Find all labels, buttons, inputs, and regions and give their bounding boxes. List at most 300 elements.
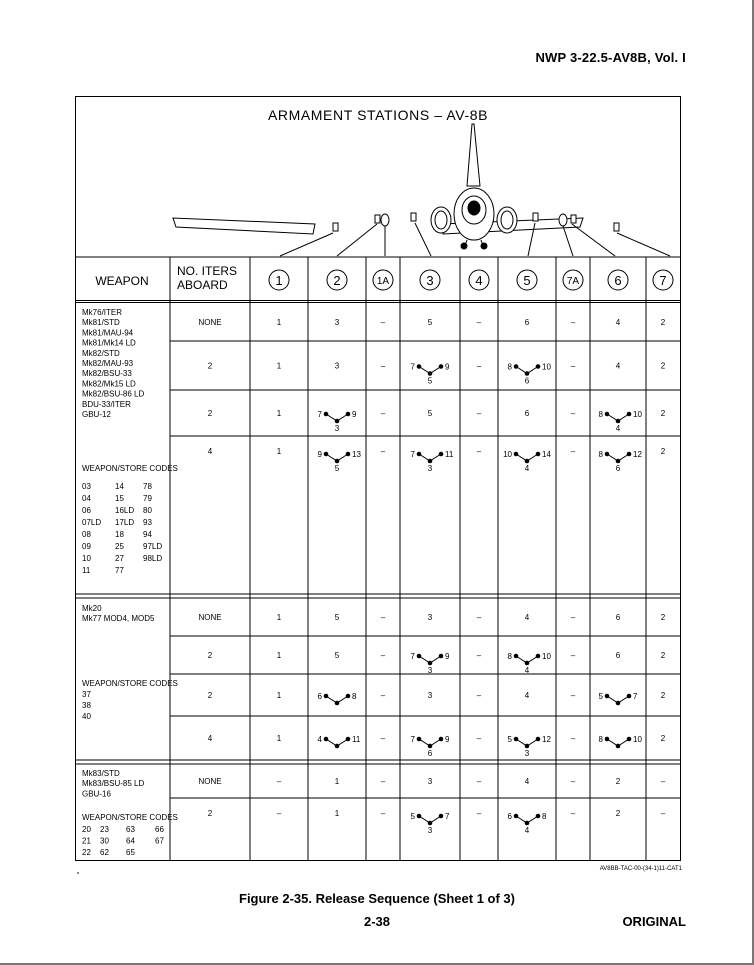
branch-node bbox=[514, 654, 519, 659]
store-code: 78 bbox=[143, 482, 152, 491]
sequence-value: – bbox=[380, 361, 386, 371]
store-code: 04 bbox=[82, 494, 91, 503]
branch-node bbox=[439, 737, 444, 742]
store-code: 97LD bbox=[143, 542, 163, 551]
weapon-name: GBU-12 bbox=[82, 410, 111, 419]
sequence-value: – bbox=[380, 809, 386, 818]
branch-right-value: 8 bbox=[352, 692, 357, 701]
figure-title: ARMAMENT STATIONS – AV-8B bbox=[267, 107, 489, 123]
station-3-header bbox=[420, 270, 440, 290]
branch-node bbox=[439, 364, 444, 369]
table-row bbox=[198, 318, 665, 327]
store-code: 77 bbox=[115, 566, 124, 575]
station-4-header bbox=[469, 270, 489, 290]
branch-left-value: 5 bbox=[598, 692, 603, 701]
sequence-value: – bbox=[570, 809, 576, 818]
weapon-name: Mk82/Mk15 LD bbox=[82, 379, 136, 389]
branch-bottom-value: 5 bbox=[334, 464, 340, 473]
sequence-value: – bbox=[660, 809, 666, 818]
sequence-value: 1 bbox=[276, 318, 282, 327]
sequence-value: 4 bbox=[524, 777, 530, 786]
sequence-branch bbox=[411, 450, 454, 473]
sequence-branch bbox=[508, 363, 552, 386]
sequence-branch bbox=[599, 410, 643, 433]
store-code: 63 bbox=[126, 825, 135, 834]
weapon-name: Mk77 MOD4, MOD5 bbox=[82, 614, 155, 624]
branch-node bbox=[335, 419, 340, 424]
branch-bottom-value: 6 bbox=[615, 464, 621, 473]
sequence-value: 2 bbox=[660, 734, 666, 743]
sequence-value: 1 bbox=[334, 809, 340, 818]
weapon-store-codes-label: WEAPON/STORE CODES bbox=[82, 464, 178, 473]
branch-node bbox=[514, 364, 519, 369]
sequence-branch bbox=[508, 652, 552, 675]
branch-left-value: 8 bbox=[598, 410, 603, 419]
store-code: 30 bbox=[100, 836, 109, 846]
branch-right-value: 9 bbox=[445, 362, 450, 372]
store-code: 11 bbox=[82, 566, 91, 575]
iters-aboard-value: 2 bbox=[207, 651, 213, 660]
branch-bottom-value: 3 bbox=[427, 826, 433, 835]
sequence-value: – bbox=[476, 691, 482, 700]
sequence-value: 3 bbox=[427, 691, 433, 700]
branch-left-value: 7 bbox=[410, 450, 415, 459]
station-number: 6 bbox=[614, 273, 622, 288]
sequence-value: 3 bbox=[334, 361, 340, 371]
sequence-value: 2 bbox=[660, 691, 666, 700]
sequence-value: – bbox=[380, 734, 386, 743]
store-code: 09 bbox=[82, 542, 91, 551]
sequence-branch bbox=[508, 735, 552, 758]
branch-bottom-value: 3 bbox=[334, 424, 340, 433]
scan-dot bbox=[77, 872, 79, 874]
sequence-value: 6 bbox=[615, 651, 621, 660]
branch-node bbox=[536, 654, 541, 659]
weapon-group bbox=[82, 604, 178, 721]
store-code: 16LD bbox=[115, 506, 135, 515]
station-1a-header bbox=[373, 270, 393, 290]
sequence-value: 1 bbox=[334, 777, 340, 786]
branch-node bbox=[324, 452, 329, 457]
sequence-value: – bbox=[276, 809, 282, 818]
station-number: 4 bbox=[475, 273, 483, 288]
document-id: NWP 3-22.5-AV8B, Vol. I bbox=[535, 50, 686, 65]
branch-right-value: 11 bbox=[445, 450, 454, 459]
sequence-value: 6 bbox=[524, 409, 530, 418]
weapon-name: Mk76/ITER bbox=[82, 308, 123, 317]
sequence-value: 4 bbox=[524, 613, 530, 622]
branch-right-value: 7 bbox=[633, 692, 638, 701]
sequence-branch bbox=[411, 363, 450, 386]
branch-right-value: 9 bbox=[445, 652, 450, 661]
page-number: 2-38 bbox=[363, 914, 391, 929]
store-code: 23 bbox=[100, 825, 109, 834]
branch-left-value: 6 bbox=[317, 692, 322, 701]
branch-right-value: 8 bbox=[542, 812, 547, 821]
sequence-value: 1 bbox=[276, 361, 282, 371]
weapon-name: Mk83/STD bbox=[82, 769, 120, 778]
branch-node bbox=[536, 452, 541, 457]
branch-node bbox=[525, 821, 530, 826]
branch-node bbox=[627, 737, 632, 742]
weapon-name: Mk20 bbox=[82, 604, 102, 613]
branch-node bbox=[417, 364, 422, 369]
weapon-name: Mk82/BSU-86 LD bbox=[82, 389, 145, 399]
weapon-name: GBU-16 bbox=[82, 789, 111, 799]
store-code: 17LD bbox=[115, 518, 135, 527]
branch-bottom-value: 6 bbox=[524, 376, 530, 386]
sequence-value: 4 bbox=[615, 361, 621, 371]
branch-node bbox=[335, 701, 340, 706]
branch-node bbox=[335, 459, 340, 464]
sequence-value: 5 bbox=[427, 318, 433, 327]
branch-left-value: 10 bbox=[503, 450, 512, 459]
sequence-cells bbox=[198, 318, 665, 835]
sequence-branch bbox=[599, 450, 643, 473]
store-code: 18 bbox=[115, 530, 124, 539]
branch-node bbox=[605, 452, 610, 457]
store-code: 67 bbox=[155, 836, 164, 846]
branch-bottom-value: 6 bbox=[427, 749, 433, 758]
branch-node bbox=[605, 694, 610, 699]
branch-node bbox=[428, 821, 433, 826]
sequence-value: 2 bbox=[660, 361, 666, 371]
edition-label: ORIGINAL bbox=[622, 914, 686, 929]
store-code: 79 bbox=[143, 494, 152, 503]
iters-aboard-value: 2 bbox=[207, 409, 213, 418]
sequence-value: 1 bbox=[276, 409, 282, 418]
branch-left-value: 5 bbox=[410, 812, 415, 821]
table-row bbox=[198, 777, 665, 786]
store-code: 27 bbox=[115, 554, 124, 563]
sequence-branch bbox=[318, 410, 357, 433]
branch-left-value: 7 bbox=[410, 362, 415, 372]
branch-node bbox=[417, 452, 422, 457]
sequence-branch bbox=[599, 692, 638, 705]
branch-node bbox=[627, 694, 632, 699]
store-code: 93 bbox=[143, 518, 152, 527]
branch-node bbox=[346, 412, 351, 417]
station-headers bbox=[269, 270, 673, 290]
station-number: 5 bbox=[523, 273, 531, 288]
branch-node bbox=[525, 744, 530, 749]
branch-node bbox=[346, 452, 351, 457]
sequence-value: – bbox=[570, 613, 576, 622]
branch-node bbox=[428, 371, 433, 376]
sequence-value: – bbox=[570, 361, 576, 371]
iters-aboard-value: NONE bbox=[198, 777, 222, 786]
branch-node bbox=[616, 744, 621, 749]
branch-bottom-value: 3 bbox=[427, 464, 433, 473]
branch-left-value: 8 bbox=[598, 450, 603, 459]
branch-node bbox=[605, 737, 610, 742]
store-code: 22 bbox=[82, 848, 91, 857]
store-code: 14 bbox=[115, 482, 124, 491]
sequence-value: – bbox=[476, 651, 482, 660]
branch-node bbox=[525, 459, 530, 464]
branch-node bbox=[439, 814, 444, 819]
branch-node bbox=[346, 737, 351, 742]
branch-left-value: 7 bbox=[317, 410, 322, 419]
weapon-name: Mk82/STD bbox=[82, 348, 120, 358]
sequence-value: 1 bbox=[276, 447, 282, 456]
weapon-column-header: WEAPON bbox=[95, 274, 149, 288]
store-code: 25 bbox=[115, 542, 124, 551]
branch-node bbox=[428, 459, 433, 464]
station-number: 1 bbox=[275, 273, 283, 288]
sequence-value: 4 bbox=[615, 318, 621, 327]
figure-caption: Figure 2-35. Release Sequence (Sheet 1 of 3) bbox=[239, 891, 515, 906]
station-number: 2 bbox=[333, 273, 341, 288]
sequence-value: 2 bbox=[660, 651, 666, 660]
store-code: 94 bbox=[143, 530, 152, 539]
station-6-header bbox=[608, 270, 628, 290]
sequence-value: – bbox=[276, 777, 282, 786]
table-row bbox=[208, 362, 666, 386]
sequence-value: 1 bbox=[276, 613, 282, 622]
branch-node bbox=[525, 371, 530, 376]
sequence-value: 3 bbox=[334, 318, 340, 327]
weapon-groups bbox=[82, 308, 178, 857]
branch-left-value: 8 bbox=[507, 652, 512, 661]
branch-left-value: 5 bbox=[507, 735, 512, 744]
branch-right-value: 10 bbox=[542, 652, 551, 661]
sequence-value: – bbox=[570, 651, 576, 660]
weapon-name: Mk82/MAU-93 bbox=[82, 359, 134, 368]
store-code: 66 bbox=[155, 825, 164, 834]
branch-bottom-value: 4 bbox=[524, 464, 530, 473]
store-code: 20 bbox=[82, 825, 91, 834]
branch-left-value: 8 bbox=[598, 735, 603, 744]
weapon-store-codes-label: WEAPON/STORE CODES bbox=[82, 813, 178, 822]
branch-left-value: 4 bbox=[317, 735, 322, 744]
branch-node bbox=[616, 419, 621, 424]
figure-code-reference: AV8BB-TAC-00-(34-1)11-CAT1 bbox=[599, 866, 682, 872]
sequence-value: 4 bbox=[524, 691, 530, 700]
station-number: 3 bbox=[426, 273, 434, 288]
sequence-value: – bbox=[476, 734, 482, 743]
table-row bbox=[198, 613, 665, 622]
store-code: 37 bbox=[82, 690, 91, 699]
branch-left-value: 6 bbox=[507, 812, 512, 821]
station-7-header bbox=[653, 270, 673, 290]
sequence-value: – bbox=[570, 447, 576, 456]
sequence-branch bbox=[411, 735, 450, 758]
store-code: 62 bbox=[100, 848, 109, 857]
sequence-value: – bbox=[476, 361, 482, 371]
sequence-value: 1 bbox=[276, 691, 282, 700]
sequence-branch bbox=[411, 652, 450, 675]
sequence-value: – bbox=[380, 777, 386, 786]
sequence-branch bbox=[411, 812, 450, 835]
branch-right-value: 11 bbox=[352, 735, 361, 744]
branch-node bbox=[616, 459, 621, 464]
branch-node bbox=[627, 452, 632, 457]
branch-node bbox=[324, 737, 329, 742]
iters-aboard-value: 4 bbox=[207, 734, 213, 743]
station-number: 7 bbox=[659, 273, 667, 288]
sequence-value: 5 bbox=[334, 613, 340, 622]
store-code: 06 bbox=[82, 506, 91, 515]
branch-bottom-value: 4 bbox=[615, 424, 621, 433]
sequence-branch bbox=[599, 735, 643, 748]
sequence-value: – bbox=[476, 318, 482, 327]
sequence-value: 2 bbox=[615, 809, 621, 818]
branch-right-value: 12 bbox=[542, 735, 551, 744]
branch-bottom-value: 3 bbox=[524, 749, 530, 758]
branch-node bbox=[616, 701, 621, 706]
sequence-value: 2 bbox=[660, 447, 666, 456]
sequence-value: – bbox=[570, 734, 576, 743]
station-number: 7A bbox=[566, 276, 580, 287]
iters-header-line2: ABOARD bbox=[177, 278, 228, 292]
branch-node bbox=[514, 814, 519, 819]
sequence-value: – bbox=[380, 447, 386, 456]
sequence-value: 3 bbox=[427, 777, 433, 786]
sequence-value: – bbox=[380, 318, 386, 327]
weapon-name: Mk81/Mk14 LD bbox=[82, 338, 136, 348]
sequence-value: – bbox=[476, 809, 482, 818]
store-code: 38 bbox=[82, 701, 91, 710]
branch-right-value: 9 bbox=[445, 735, 450, 744]
sequence-value: 5 bbox=[427, 409, 433, 418]
iters-aboard-value: 2 bbox=[207, 361, 213, 371]
branch-node bbox=[417, 737, 422, 742]
aircraft-drawing bbox=[173, 124, 670, 256]
branch-node bbox=[439, 654, 444, 659]
sequence-value: – bbox=[476, 409, 482, 418]
sequence-value: – bbox=[380, 651, 386, 660]
table-row bbox=[208, 409, 666, 433]
branch-node bbox=[536, 737, 541, 742]
branch-node bbox=[417, 814, 422, 819]
branch-right-value: 10 bbox=[542, 362, 551, 372]
store-code: 65 bbox=[126, 848, 135, 857]
branch-left-value: 7 bbox=[410, 735, 415, 744]
sequence-value: 2 bbox=[660, 613, 666, 622]
branch-bottom-value: 4 bbox=[524, 666, 530, 675]
sequence-value: – bbox=[570, 318, 576, 327]
branch-left-value: 7 bbox=[410, 652, 415, 661]
branch-node bbox=[627, 412, 632, 417]
weapon-name: Mk82/BSU-33 bbox=[82, 369, 132, 379]
branch-right-value: 7 bbox=[445, 812, 450, 821]
weapon-name: Mk81/MAU-94 bbox=[82, 328, 134, 338]
station-2-header bbox=[327, 270, 347, 290]
sequence-value: 3 bbox=[427, 613, 433, 622]
branch-node bbox=[428, 661, 433, 666]
weapon-name: Mk81/STD bbox=[82, 318, 120, 328]
release-sequence-figure bbox=[75, 96, 681, 861]
branch-node bbox=[525, 661, 530, 666]
station-5-header bbox=[517, 270, 537, 290]
sequence-value: – bbox=[380, 613, 386, 622]
iters-aboard-value: 4 bbox=[207, 447, 213, 456]
sequence-value: – bbox=[380, 409, 386, 418]
branch-left-value: 9 bbox=[317, 450, 322, 459]
weapon-name: BDU-33/ITER bbox=[82, 399, 131, 409]
store-code: 10 bbox=[82, 554, 91, 563]
weapon-name: Mk83/BSU-85 LD bbox=[82, 779, 145, 789]
branch-node bbox=[605, 412, 610, 417]
sequence-value: – bbox=[660, 777, 666, 786]
branch-node bbox=[536, 814, 541, 819]
sequence-value: – bbox=[570, 777, 576, 786]
table-row bbox=[208, 734, 666, 758]
branch-right-value: 14 bbox=[542, 450, 551, 459]
sequence-branch bbox=[508, 812, 547, 835]
branch-bottom-value: 4 bbox=[524, 826, 530, 835]
store-code: 03 bbox=[82, 482, 91, 491]
sequence-value: – bbox=[476, 777, 482, 786]
sequence-branch bbox=[318, 735, 361, 748]
table-row bbox=[208, 691, 666, 705]
store-code: 64 bbox=[126, 836, 135, 846]
branch-node bbox=[324, 694, 329, 699]
store-code: 15 bbox=[115, 494, 124, 503]
iters-aboard-value: 2 bbox=[207, 691, 213, 700]
store-code: 80 bbox=[143, 506, 152, 515]
sequence-value: 2 bbox=[615, 777, 621, 786]
branch-right-value: 9 bbox=[352, 410, 357, 419]
branch-node bbox=[428, 744, 433, 749]
store-code: 21 bbox=[82, 836, 91, 846]
store-code: 08 bbox=[82, 530, 91, 539]
sequence-branch bbox=[318, 450, 362, 473]
branch-node bbox=[346, 694, 351, 699]
sequence-value: 2 bbox=[660, 409, 666, 418]
branch-node bbox=[324, 412, 329, 417]
sequence-value: – bbox=[476, 613, 482, 622]
branch-node bbox=[439, 452, 444, 457]
station-number: 1A bbox=[376, 276, 390, 287]
sequence-branch bbox=[318, 692, 357, 705]
weapon-group bbox=[82, 308, 178, 575]
store-code: 40 bbox=[82, 712, 91, 721]
store-code: 98LD bbox=[143, 554, 163, 563]
iters-aboard-value: NONE bbox=[198, 318, 222, 327]
branch-right-value: 10 bbox=[633, 735, 642, 744]
branch-bottom-value: 5 bbox=[427, 376, 433, 386]
table-row bbox=[208, 651, 666, 675]
sequence-value: 2 bbox=[660, 318, 666, 327]
sequence-value: – bbox=[476, 447, 482, 456]
branch-right-value: 13 bbox=[352, 450, 361, 459]
sequence-branch bbox=[503, 450, 551, 473]
iters-header-line1: NO. ITERS bbox=[177, 264, 238, 278]
branch-right-value: 10 bbox=[633, 410, 642, 419]
branch-node bbox=[335, 744, 340, 749]
sequence-value: 6 bbox=[524, 318, 530, 327]
sequence-value: – bbox=[380, 691, 386, 700]
weapon-group bbox=[82, 769, 178, 857]
iters-aboard-value: 2 bbox=[207, 809, 213, 818]
sequence-value: 6 bbox=[615, 613, 621, 622]
station-7a-header bbox=[563, 270, 583, 290]
branch-node bbox=[417, 654, 422, 659]
branch-node bbox=[514, 737, 519, 742]
branch-left-value: 8 bbox=[507, 362, 512, 372]
table-row bbox=[208, 809, 666, 835]
sequence-value: – bbox=[570, 691, 576, 700]
store-code: 07LD bbox=[82, 518, 102, 527]
sequence-value: 1 bbox=[276, 651, 282, 660]
branch-bottom-value: 3 bbox=[427, 666, 433, 675]
weapon-store-codes-label: WEAPON/STORE CODES bbox=[82, 679, 178, 688]
sequence-value: 5 bbox=[334, 651, 340, 660]
station-1-header bbox=[269, 270, 289, 290]
table-row bbox=[208, 447, 666, 473]
